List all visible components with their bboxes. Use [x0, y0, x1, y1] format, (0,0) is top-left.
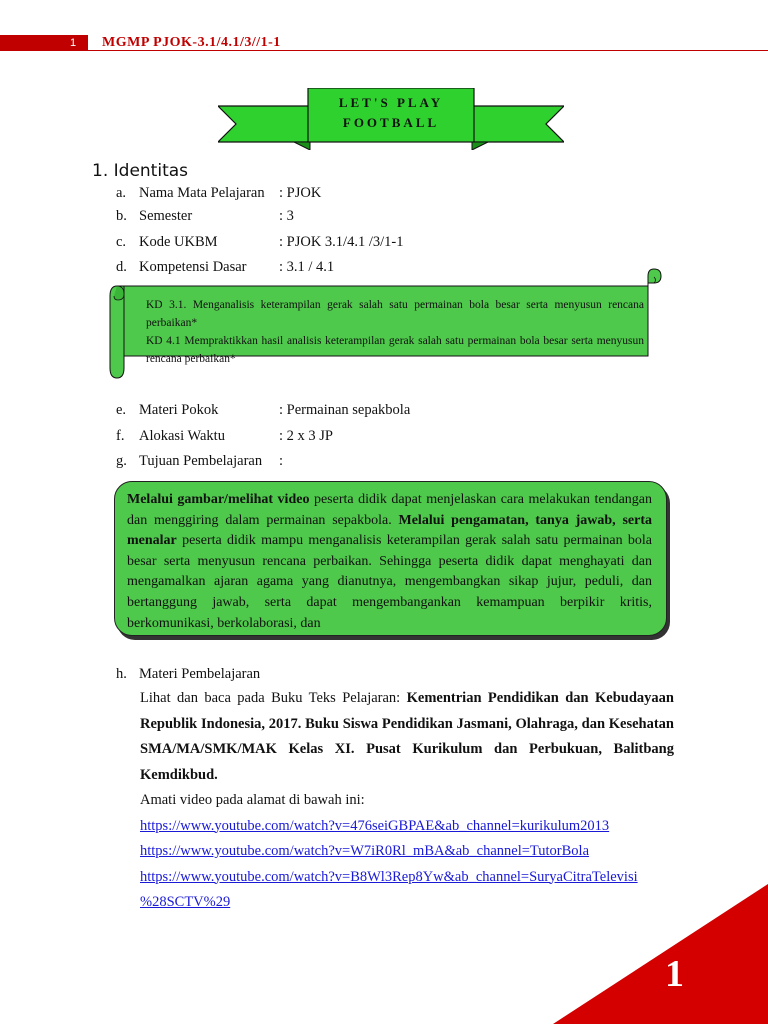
row-letter: g.	[116, 453, 127, 469]
banner-line-1: LET'S PLAY	[338, 95, 444, 110]
video-link-3[interactable]: https://www.youtube.com/watch?v=B8Wl3Rep8Yw&ab_channel=SuryaCitraTelevisi	[140, 868, 638, 885]
section-number: 1.	[92, 161, 109, 181]
tujuan-text-2: peserta didik mampu menganalisis keterampilan gerak salah satu permainan bola besar serta menyusun rencana perbaikan. Sehingga peserta didik dapat menghayati dan mengamalkan ajaran agama yang dianutnya, mengembangkan sikap jujur, peduli, dan bertanggung jawab, serta dapat mengembangankan kemampuan berpikir kritis, berkomunikasi, berkolaborasi, dan	[127, 533, 652, 631]
video-link-3-cont[interactable]: %28SCTV%29	[140, 894, 231, 910]
row-value: : 3.1 / 4.1	[279, 259, 335, 275]
row-value: : 3	[279, 208, 294, 224]
materi-intro: Lihat dan baca pada Buku Teks Pelajaran:	[140, 690, 407, 706]
row-value: : PJOK	[279, 185, 322, 201]
identitas-row-g	[116, 451, 636, 471]
row-letter: e.	[116, 402, 127, 418]
video-intro: Amati video pada alamat di bawah ini:	[140, 792, 365, 808]
row-label: Materi Pembelajaran	[139, 666, 261, 682]
row-letter: a.	[116, 185, 127, 201]
row-letter: c.	[116, 234, 127, 250]
materi-body	[140, 686, 674, 916]
kd-text	[146, 296, 644, 368]
kd-3-1: KD 3.1. Menganalisis keterampilan gerak salah satu permainan bola besar serta menyusun rencana perbaikan*	[146, 299, 644, 329]
tujuan-text	[127, 490, 652, 634]
identitas-row-e	[116, 400, 636, 420]
row-label: Tujuan Pembelajaran	[139, 453, 263, 469]
row-label: Nama Mata Pelajaran	[139, 185, 265, 201]
kd-4-1: KD 4.1 Mempraktikkan hasil analisis keterampilan gerak salah satu permainan bola besar serta menyusun rencana perbaikan*	[146, 335, 644, 365]
materi-paragraph	[140, 686, 674, 788]
row-value: : Permainan sepakbola	[279, 402, 411, 418]
materi-row-h	[116, 664, 636, 684]
video-link-2[interactable]: https://www.youtube.com/watch?v=W7iR0Rl_mBA&ab_channel=TutorBola	[140, 843, 590, 859]
identitas-row-c	[116, 232, 636, 252]
row-value: : 2 x 3 JP	[279, 428, 333, 444]
banner-line-2: FOOTBALL	[342, 115, 440, 130]
row-label: Semester	[139, 208, 193, 224]
header-page-number: 1	[70, 37, 77, 49]
tujuan-text-1: peserta didik dapat menjelaskan cara melakukan tendangan dan menggiring dalam permainan sepakbola.	[127, 492, 652, 528]
row-label: Kode UKBM	[139, 234, 218, 250]
header-code: MGMP PJOK-3.1/4.1/3//1-1	[102, 35, 281, 50]
footer-page-number: 1	[665, 953, 684, 995]
header-rule	[88, 50, 768, 51]
row-letter: b.	[116, 208, 127, 224]
tujuan-bold-2: Melalui pengamatan, tanya jawab, serta menalar	[127, 512, 652, 549]
tujuan-bold-1: Melalui gambar/melihat video	[127, 492, 310, 507]
row-label: Materi Pokok	[139, 402, 219, 418]
identitas-row-a	[116, 183, 636, 203]
row-letter: f.	[116, 428, 125, 444]
identitas-row-f	[116, 426, 636, 446]
materi-book: Kementrian Pendidikan dan Kebudayaan Republik Indonesia, 2017. Buku Siswa Pendidikan Jasmani, Olahraga, dan Kesehatan SMA/MA/SMK/MAK Kelas XI. Pusat Kurikulum dan Perbukuan, Balitbang Kemdikbud.	[140, 690, 674, 783]
section-title-text: Identitas	[113, 161, 189, 181]
identitas-row-b	[116, 206, 636, 226]
ribbon-banner	[218, 88, 564, 150]
corner-triangle	[553, 884, 768, 1024]
row-value: : PJOK 3.1/4.1 /3/1-1	[279, 234, 404, 250]
tujuan-box	[114, 481, 667, 636]
row-label: Alokasi Waktu	[139, 428, 225, 444]
row-letter: d.	[116, 259, 127, 275]
section-title	[92, 159, 188, 183]
row-label: Kompetensi Dasar	[139, 259, 247, 275]
row-letter: h.	[116, 666, 127, 682]
row-value: :	[279, 453, 284, 469]
video-link-1[interactable]: https://www.youtube.com/watch?v=476seiGBPAE&ab_channel=kurikulum2013	[140, 817, 610, 834]
